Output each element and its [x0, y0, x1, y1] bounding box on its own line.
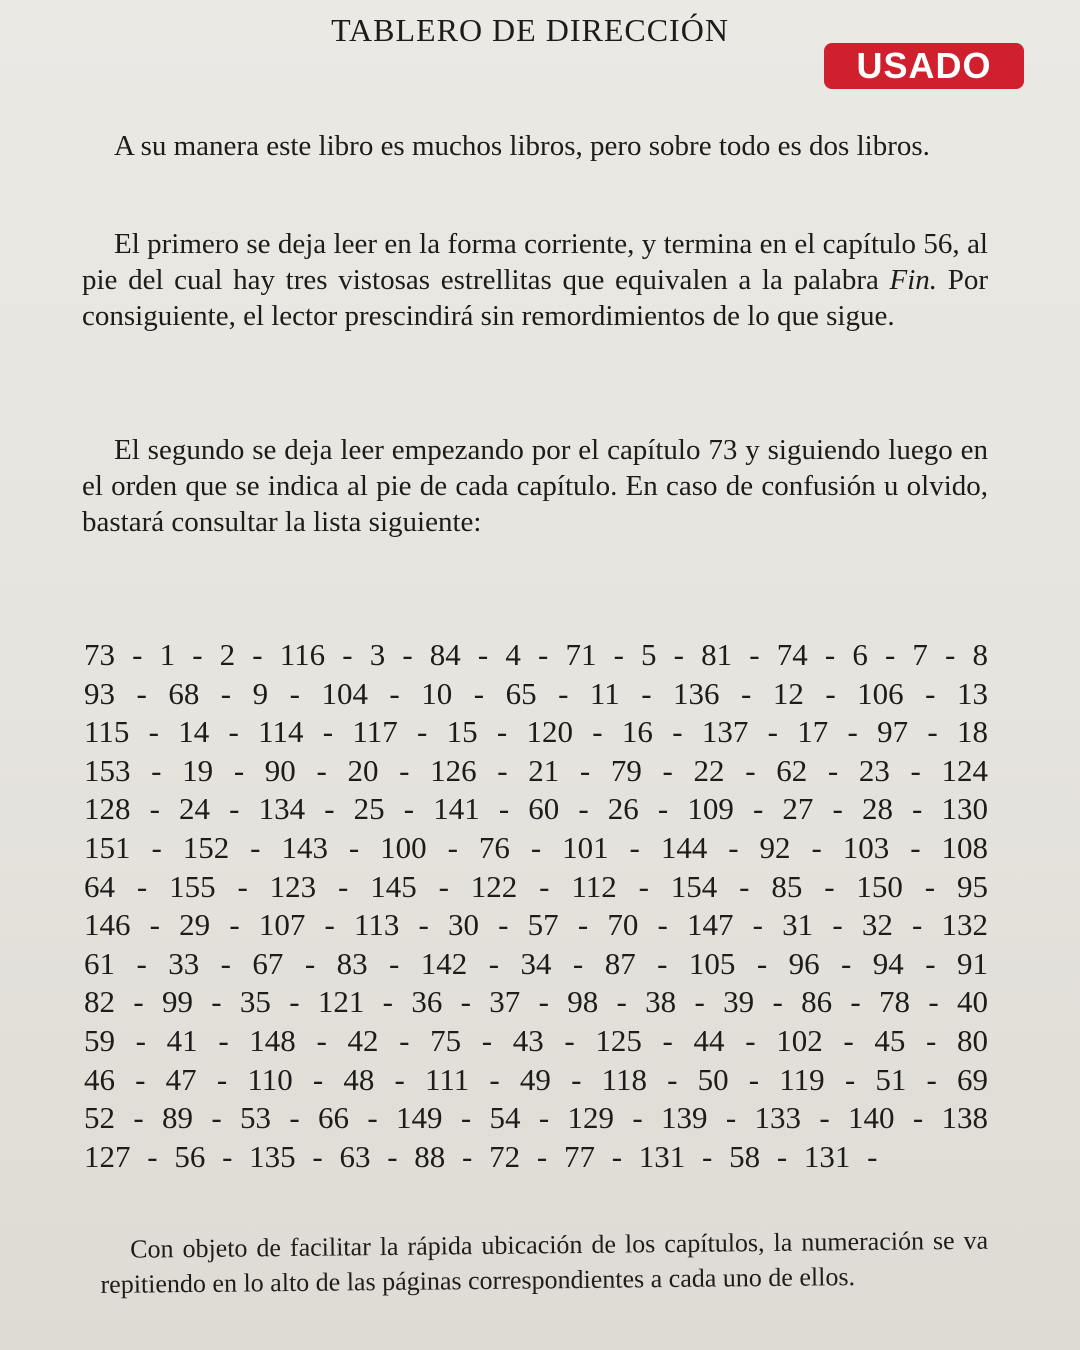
chapter-line: 128 - 24 - 134 - 25 - 141 - 60 - 26 - 109 - 27 - 28 - 130	[84, 791, 988, 827]
chapter-line: 127 - 56 - 135 - 63 - 88 - 72 - 77 - 131 - 58 - 131 -	[84, 1138, 878, 1174]
chapter-line: 73 - 1 - 2 - 116 - 3 - 84 - 4 - 71 - 5 - 81 - 74 - 6 - 7 - 8	[84, 637, 988, 672]
page-title: TABLERO DE DIRECCIÓN	[331, 12, 729, 48]
chapter-order-list	[84, 636, 988, 1176]
first-book-paragraph	[82, 226, 988, 334]
second-book-paragraph: El segundo se deja leer empezando por el capítulo 73 y siguiendo luego en el orden que se indica al pie de cada capítulo. En caso de confusión u olvido, bastará consultar la lista siguiente:	[82, 434, 988, 538]
chapter-line: 52 - 89 - 53 - 66 - 149 - 54 - 129 - 139 - 133 - 140 - 138	[84, 1100, 988, 1136]
chapter-line: 93 - 68 - 9 - 104 - 10 - 65 - 11 - 136 - 12 - 106 - 13	[84, 675, 988, 711]
chapter-line: 82 - 99 - 35 - 121 - 36 - 37 - 98 - 38 - 39 - 86 - 78 - 40	[84, 984, 988, 1020]
chapter-line: 64 - 155 - 123 - 145 - 122 - 112 - 154 - 85 - 150 - 95	[84, 868, 988, 904]
chapter-line: 151 - 152 - 143 - 100 - 76 - 101 - 144 - 92 - 103 - 108	[84, 829, 988, 865]
chapter-line: 59 - 41 - 148 - 42 - 75 - 43 - 125 - 44 - 102 - 45 - 80	[84, 1022, 988, 1058]
fin-emphasis: Fin.	[889, 264, 938, 296]
first-book-text-start: El primero se deja leer en la forma corriente, y termina en el capítulo 56, al pie del cual hay tres vistosas estrellitas que equivalen a la palabra	[82, 228, 988, 296]
chapter-line: 61 - 33 - 67 - 83 - 142 - 34 - 87 - 105 - 96 - 94 - 91	[84, 945, 988, 981]
chapter-line: 115 - 14 - 114 - 117 - 15 - 120 - 16 - 137 - 17 - 97 - 18	[84, 714, 988, 750]
intro-paragraph: A su manera este libro es muchos libros, pero sobre todo es dos libros.	[114, 130, 930, 162]
chapter-line: 146 - 29 - 107 - 113 - 30 - 57 - 70 - 147 - 31 - 32 - 132	[84, 907, 988, 943]
chapter-line: 46 - 47 - 110 - 48 - 111 - 49 - 118 - 50 - 119 - 51 - 69	[84, 1061, 988, 1097]
chapter-line: 153 - 19 - 90 - 20 - 126 - 21 - 79 - 22 - 62 - 23 - 124	[84, 752, 988, 788]
used-badge: USADO	[824, 43, 1024, 89]
footnote-paragraph: Con objeto de facilitar la rápida ubicación de los capítulos, la numeración se va repitiendo en lo alto de las páginas correspondientes a cada uno de ellos.	[100, 1225, 989, 1299]
first-book-text-end: Por consiguiente, el lector prescindirá sin remordimientos de lo que sigue.	[82, 264, 988, 332]
